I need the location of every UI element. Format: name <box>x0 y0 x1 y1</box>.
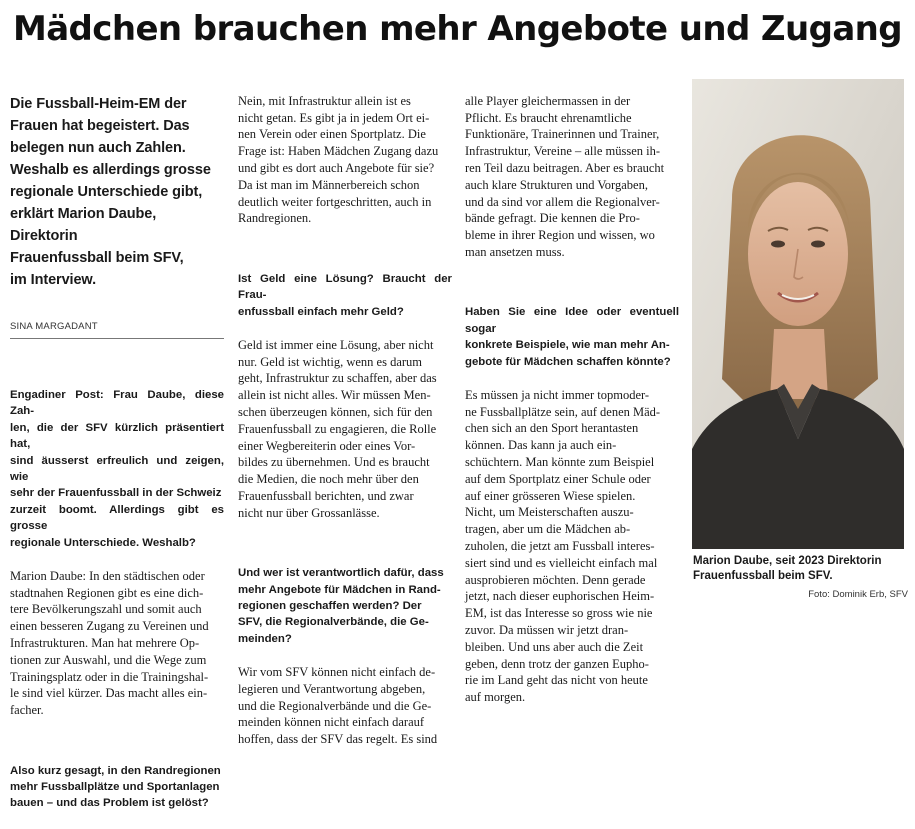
column-3 <box>465 76 679 723</box>
interview-question: Also kurz gesagt, in den Randregionen mehr Fussballplätze und Sportanlagen bauen – und das Problem ist gelöst? <box>10 764 221 810</box>
interview-question: Engadiner Post: Frau Daube, diese Zah- len, die der SFV kürzlich präsentiert hat, sind äusserst erfreulich und zeigen, wie sehr der Frauenfussball in der Schweiz zurzeit boomt. Allerdings gibt es grosse regionale Unterschiede. Weshalb? <box>10 388 224 549</box>
interview-question: Und wer ist verantwortlich dafür, dass mehr Angebote für Mädchen in Rand- regionen geschaffen werden? Der SFV, die Regionalverbände, die Ge- meinden? <box>238 567 444 645</box>
interview-answer: Wir vom SFV können nicht einfach de- legieren und Verantwortung abgeben, und die Regionalverbände und die Ge- meinden können nicht einfach darauf hoffen, dass der SFV das regelt. Es sind <box>238 664 438 747</box>
photo-caption: Marion Daube, seit 2023 Direktorin Frauenfussball beim SFV. <box>693 555 882 582</box>
lead-paragraph: Die Fussball-Heim-EM der Frauen hat begeistert. Das belegen nun auch Zahlen. Weshalb es allerdings grosse regionale Unterschiede gibt, erklärt Marion Daube, Direktorin Frauenfussball beim SFV, im Interview. <box>10 95 211 288</box>
interview-answer: Nein, mit Infrastruktur allein ist es nicht getan. Es gibt ja in jedem Ort ei- nen Verein oder einen Sportplatz. Die Frage ist: Haben Mädchen Zugang dazu und gibt es dort auch Angebote für sie? Da ist man im Männerbereich schon deutlich weiter fortgeschritten, auch in Randregionen. <box>238 93 439 226</box>
column-1 <box>10 76 224 829</box>
interview-answer: alle Player gleichermassen in der Pflicht. Es braucht ehrenamtliche Funktionäre, Trainerinnen und Trainer, Infrastruktur, Vereine – alle müssen ih- ren Teil dazu beitragen. Aber es braucht auch klare Strukturen und Vorgaben, und da sind vor allem die Regionalver- bände gefragt. Die kennen die Pro- bleme in ihrer Region und wissen, wo man ansetzen muss. <box>465 93 665 259</box>
interview-question: Haben Sie eine Idee oder eventuell sogar konkrete Beispiele, wie man mehr An- gebote für Mädchen schaffen könnte? <box>465 306 679 368</box>
photo-credit: Foto: Dominik Erb, SFV <box>808 589 908 600</box>
portrait-image <box>692 79 904 549</box>
interview-question: Ist Geld eine Lösung? Braucht der Frau- enfussball einfach mehr Geld? <box>238 272 452 318</box>
author-byline: SINA MARGADANT <box>10 319 224 340</box>
column-2 <box>238 76 452 765</box>
portrait-photo <box>692 79 904 549</box>
headline: Mädchen brauchen mehr Angebote und Zugang <box>12 9 903 49</box>
interview-answer: Marion Daube: In den städtischen oder stadtnahen Regionen gibt es eine dich- tere Bevölkerungszahl und somit auch einen besseren Zugang zu Vereinen und Infrastrukturen. Man hat mehrere Op- tionen zur Auswahl, und die Wege zum Trainingsplatz oder in die Trainingshal- le sind viel kürzer. Das macht alles ein- facher. <box>10 568 209 718</box>
interview-answer: Geld ist immer eine Lösung, aber nicht nur. Geld ist wichtig, wenn es darum geht, Infrastruktur zu schaffen, aber das allein ist nicht alles. Wir müssen Men- schen überzeugen können, sich für den Frauenfussball zu engagieren, die Rolle einer Wegbereiterin oder eines Vor- bildes zu übernehmen. Und es braucht die Medien, die noch mehr über den Frauenfussball berichten, und zwar nicht nur über Grossanlässe. <box>238 337 437 520</box>
interview-answer: Es müssen ja nicht immer topmoder- ne Fussballplätze sein, auf denen Mäd- chen sich an den Sport herantasten können. Das kann ja auch ein- schüchtern. Man könnte zum Beispiel auf dem Sportplatz einer Schule oder auf einer grösseren Wiese spielen. Nicht, um Meisterschaften auszu- tragen, aber um die Mädchen ab- zuholen, die jetzt am Fussball interes- siert sind und es vielleicht einfach mal ausprobieren möchten. Denn gerade jetzt, nach dieser euphorischen Heim- EM, ist das Interesse so gross wie nie zuvor. Da müssen wir jetzt dran- bleiben. Und uns aber auch die Zeit geben, denn trotz der ganzen Eupho- rie im Land geht das nicht von heute auf morgen. <box>465 387 661 705</box>
